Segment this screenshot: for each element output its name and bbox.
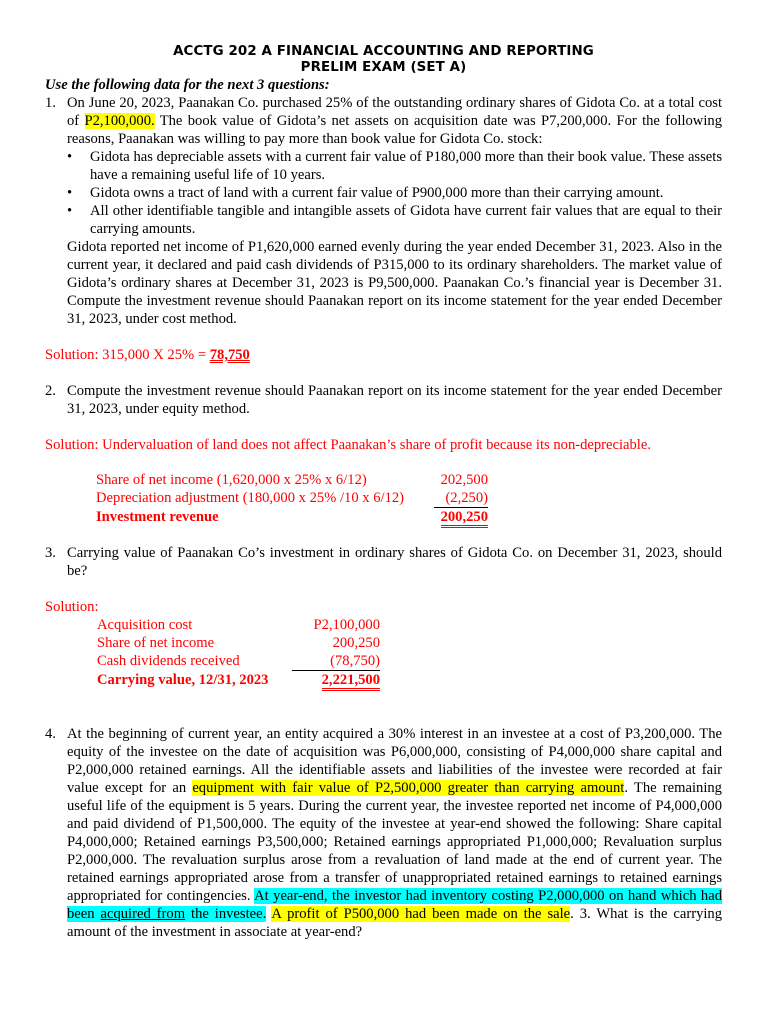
bullet-icon: •: [67, 203, 73, 219]
solution-1: Solution: 315,000 X 25% = 78,750: [45, 347, 250, 363]
solution-1-answer: 78,750: [209, 347, 250, 363]
table-row: Investment revenue 200,250: [96, 508, 488, 529]
solution-3-table: [97, 616, 380, 691]
highlighted-profit: A profit of P500,000 had been made on the sale: [271, 906, 571, 922]
document-title: [45, 44, 722, 76]
question-number: 2.: [45, 383, 56, 399]
list-item: • All other identifiable tangible and intangible assets of Gidota have current fair values that are equal to their carrying amounts.: [67, 203, 722, 237]
question-2: [45, 382, 722, 418]
title-line-1: ACCTG 202 A FINANCIAL ACCOUNTING AND REPORTING: [173, 44, 594, 59]
question-3: [45, 544, 722, 580]
title-line-2: PRELIM EXAM (SET A): [300, 60, 467, 75]
table-row: Cash dividends received (78,750): [97, 653, 380, 669]
question-number: 1.: [45, 95, 56, 111]
question-text: On June 20, 2023, Paanakan Co. purchased 25% of the outstanding ordinary shares of Gidota Co. at a total cost of P2,100,000. The book value of Gidota’s net assets on acquisition date was P7,200,000. For the following reasons, Paanakan was willing to pay more than book value for Gidota Co. stock:: [67, 95, 722, 147]
question-1: [45, 94, 722, 328]
table-row: Share of net income 200,250: [97, 635, 380, 651]
table-row: Depreciation adjustment (180,000 x 25% /10 x 6/12) (2,250): [96, 490, 488, 506]
list-item: • Gidota owns a tract of land with a current fair value of P900,000 more than their carrying amount.: [67, 185, 664, 201]
highlighted-equipment: equipment with fair value of P2,500,000 greater than carrying amount: [192, 780, 625, 796]
instructions: Use the following data for the next 3 questions:: [45, 77, 330, 93]
table-row: Acquisition cost P2,100,000: [97, 617, 380, 633]
bullet-icon: •: [67, 185, 73, 201]
question-text: Compute the investment revenue should Paanakan report on its income statement for the year ended December 31, 2023, under equity method.: [67, 383, 722, 417]
table-row: Carrying value, 12/31, 2023 2,221,500: [97, 671, 380, 692]
bullet-icon: •: [67, 149, 73, 165]
solution-2-total: 200,250: [441, 510, 488, 528]
question-text: At the beginning of current year, an entity acquired a 30% interest in an investee at a cost of P3,200,000. The equity of the investee on the date of acquisition was P6,000,000, consisting of P4,000,000 share capital and P2,000,000 retained earnings. All the identifiable assets and liabilities of the investee were recorded at fair value except for an equipment with fair value of P2,500,000 greater than carrying amount. The remaining useful life of the equipment is 5 years. During the current year, the investee reported net income of P4,000,000 and paid dividend of P1,500,000. The equity of the investee at year-end showed the following: Share capital P4,000,000; Retained earnings P3,500,000; Retained earnings appropriated P1,000,000; Revaluation surplus P2,000,000. The revaluation surplus arose from a revaluation of land made at the end of current year. The retained earnings appropriated arose from a transfer of unappropriated retained earnings to retained earnings appropriated for contingencies. At year-end, the investor had inventory costing P2,000,000 on hand which had been acquired from the investee. A profit of P500,000 had been made on the sale. 3. What is the carrying amount of the investment in associate at year-end?: [67, 726, 723, 940]
question-text-continued: Gidota reported net income of P1,620,000 earned evenly during the year ended December 31, 2023. Also in the current year, it declared and paid cash dividends of P315,000 to its ordinary shareholders. The market value of Gidota’s ordinary shares at December 31, 2023 is P9,500,000. Paanakan Co.’s financial year is December 31. Compute the investment revenue should Paanakan report on its income statement for the year ended December 31, 2023, under cost method.: [67, 239, 722, 327]
solution-2-table: [96, 471, 488, 528]
solution-2-note: Solution: Undervaluation of land does not affect Paanakan’s share of profit because its non-depreciable.: [45, 437, 651, 453]
question-4: [45, 725, 722, 941]
highlighted-cost: P2,100,000.: [84, 113, 155, 129]
list-item: • Gidota has depreciable assets with a current fair value of P180,000 more than their book value. These assets have a remaining useful life of 10 years.: [67, 149, 722, 183]
solution-3-label: Solution:: [45, 599, 99, 615]
solution-3-total: 2,221,500: [322, 673, 380, 691]
question-number: 4.: [45, 726, 56, 742]
highlighted-inventory: At year-end, the investor had inventory costing P2,000,000 on hand which had been acquired from the investee.: [67, 888, 722, 922]
question-number: 3.: [45, 545, 56, 561]
question-text: Carrying value of Paanakan Co’s investment in ordinary shares of Gidota Co. on December 31, 2023, should be?: [67, 545, 722, 579]
table-row: Share of net income (1,620,000 x 25% x 6/12) 202,500: [96, 472, 488, 488]
document-page: [45, 44, 722, 941]
bullet-list: [67, 148, 722, 238]
